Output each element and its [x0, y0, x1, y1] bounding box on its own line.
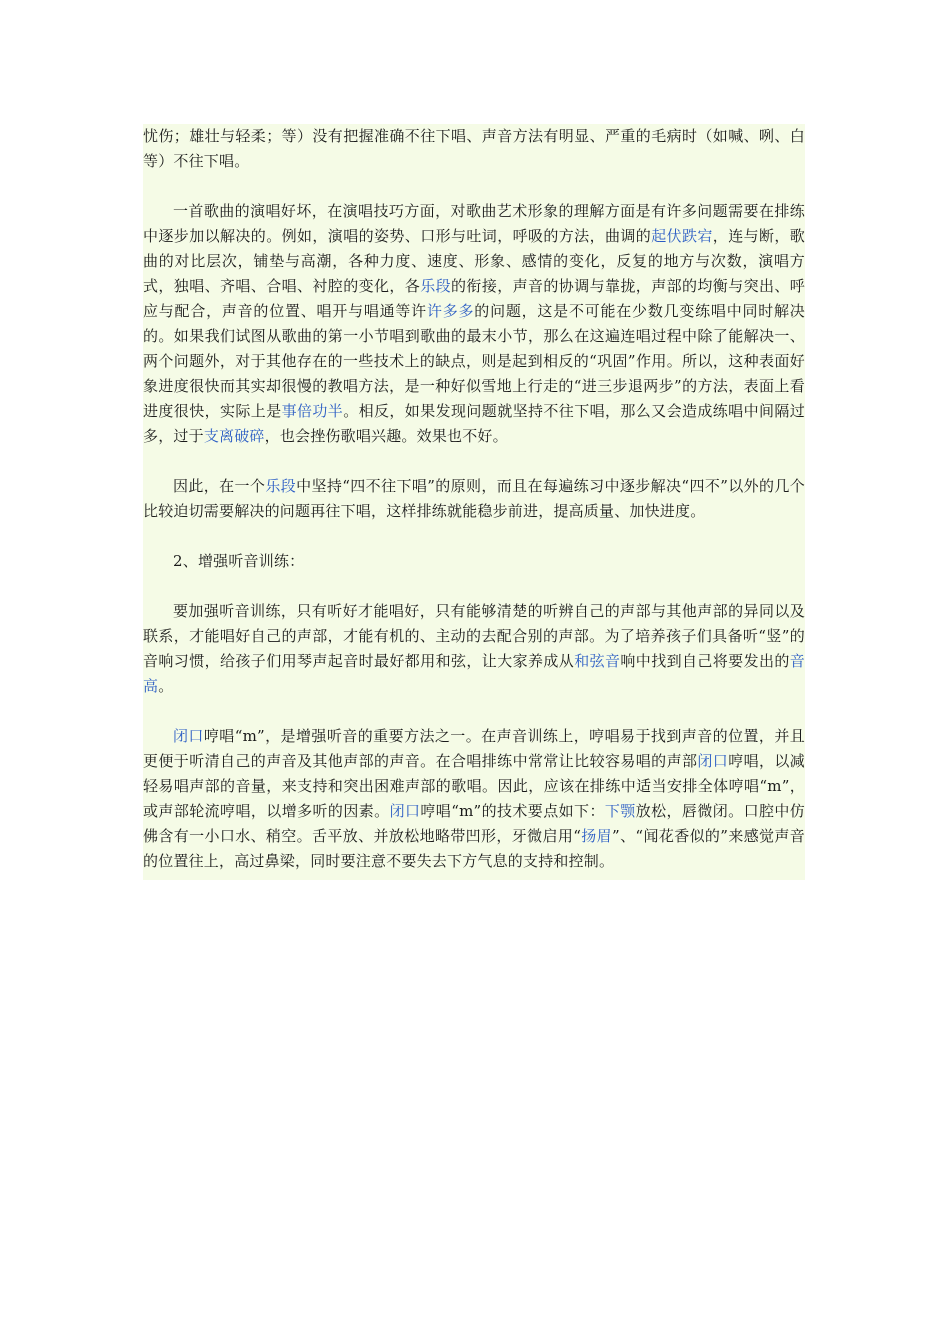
paragraph [143, 474, 805, 524]
paragraph-text: 。相反，如果发现问题就坚持不往下唱，那么又会造成练唱中间隔过多，过于 [143, 402, 805, 445]
paragraph-gap [143, 449, 805, 474]
paragraph-text: 响中找到自己将要发出的 [620, 652, 790, 670]
inline-link[interactable]: 事倍功半 [281, 402, 344, 420]
paragraph [143, 549, 805, 574]
paragraph [143, 599, 805, 699]
paragraph-gap [143, 699, 805, 724]
paragraph-text: 哼唱“m”的技术要点如下： [420, 802, 605, 820]
article-body [143, 124, 805, 880]
paragraph-text: 的衔接，声音的协调与靠拢，声部的均衡与突出、呼应与配合，声音的位置、唱开与唱通等许 [143, 277, 806, 320]
inline-link[interactable]: 闭口 [697, 752, 729, 770]
paragraph-text: 2、增强听音训练： [173, 552, 305, 570]
paragraph-gap [143, 574, 805, 599]
paragraph-text: 哼唱，以减轻易唱声部的音量，来支持和突出困难声部的歌唱。因此，应该在排练中适当安排全体哼唱“m”，或声部轮流哼唱，以增多听的因素。 [143, 752, 805, 820]
inline-link[interactable]: 闭口 [173, 727, 204, 745]
inline-link[interactable]: 音高 [143, 652, 805, 695]
paragraph-gap [143, 524, 805, 549]
paragraph-text: ”、“闻花香似的”来感觉声音的位置往上，高过鼻梁，同时要注意不要失去下方气息的支持和控制。 [143, 827, 805, 870]
paragraph-text: 要加强听音训练，只有听好才能唱好，只有能够清楚的听辨自己的声部与其他声部的异同以及联系，才能唱好自己的声部，才能有机的、主动的去配合别的声部。为了培养孩子们具备听“竖”的音响习惯，给孩子们用琴声起音时最好都用和弦，让大家养成从 [143, 602, 805, 670]
paragraph-gap [143, 174, 805, 199]
paragraph [143, 124, 805, 174]
inline-link[interactable]: 许多多 [426, 302, 475, 320]
paragraph-text: 的问题，这是不可能在少数几变练唱中同时解决的。如果我们试图从歌曲的第一小节唱到歌曲的最末小节，那么在这遍连唱过程中除了能解决一、两个问题外，对于其他存在的一些技术上的缺点，则是起到相反的“巩固”作用。所以，这种表面好象进度很快而其实却很慢的教唱方法，是一种好似雪地上行走的“进三步退两步”的方法，表面上看进度很快，实际上是 [143, 302, 806, 420]
inline-link[interactable]: 扬眉 [581, 827, 613, 845]
paragraph-text: 因此，在一个 [173, 477, 266, 495]
paragraph [143, 199, 805, 449]
inline-link[interactable]: 乐段 [265, 477, 297, 495]
inline-link[interactable]: 闭口 [389, 802, 421, 820]
paragraph-text: 放松，唇微闭。口腔中仿佛含有一小口水、稍空。舌平放、并放松地略带凹形，牙微启用“ [143, 802, 806, 845]
inline-link[interactable]: 下颚 [604, 802, 636, 820]
paragraph-text: 中坚持“四不往下唱”的原则，而且在每遍练习中逐步解决“四不”以外的几个比较迫切需要解决的问题再往下唱，这样排练就能稳步前进，提高质量、加快进度。 [143, 477, 806, 520]
paragraph [143, 724, 805, 874]
inline-link[interactable]: 起伏跌宕 [651, 227, 713, 245]
inline-link[interactable]: 乐段 [420, 277, 452, 295]
paragraph-text: 忧伤；雄壮与轻柔；等）没有把握准确不往下唱、声音方法有明显、严重的毛病时（如喊、咧、白等）不往下唱。 [143, 127, 805, 170]
inline-link[interactable]: 和弦音 [574, 652, 621, 670]
paragraph-text: 一首歌曲的演唱好坏，在演唱技巧方面，对歌曲艺术形象的理解方面是有许多问题需要在排练中逐步加以解决的。例如，演唱的姿势、口形与吐词，呼吸的方法，曲调的 [143, 202, 805, 245]
paragraph-text: ，也会挫伤歌唱兴趣。效果也不好。 [264, 427, 508, 445]
paragraph-text: 哼唱“m”，是增强听音的重要方法之一。在声音训练上，哼唱易于找到声音的位置，并且更便于听清自己的声音及其他声部的声音。在合唱排练中常常让比较容易唱的声部 [143, 727, 805, 770]
paragraph-text: ，连与断，歌曲的对比层次，铺垫与高潮，各种力度、速度、形象、感情的变化，反复的地方与次数，演唱方式，独唱、齐唱、合唱、衬腔的变化，各 [143, 227, 805, 295]
inline-link[interactable]: 支离破碎 [203, 427, 265, 445]
paragraph-text: 。 [158, 677, 174, 695]
